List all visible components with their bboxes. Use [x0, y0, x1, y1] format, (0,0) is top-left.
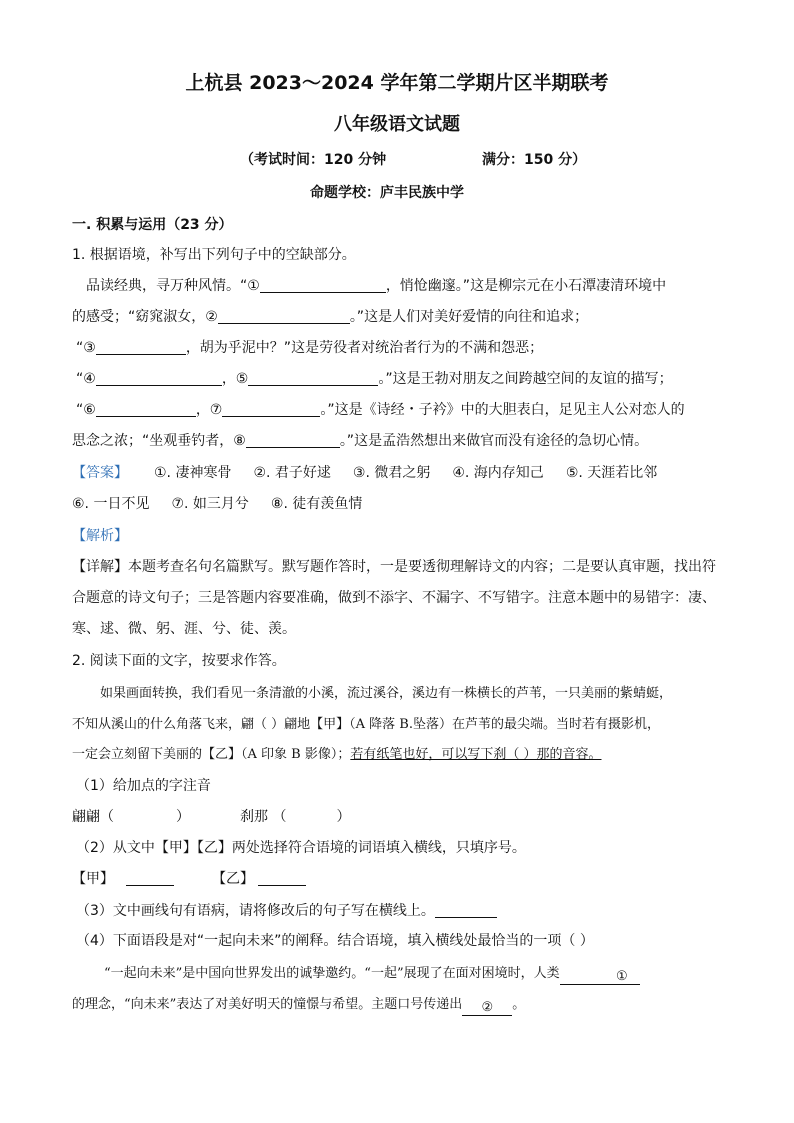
exam-time: （考试时间：120 分钟 — [240, 152, 387, 168]
text: 的感受；“窈窕淑女，② — [72, 309, 218, 325]
analysis-label: 【解析】 — [72, 528, 128, 544]
answer-item: ⑦. 如三月兮 — [171, 496, 249, 512]
text: 的理念，“向未来”表达了对美好明天的憧憬与希望。主题口号传递出 — [72, 997, 463, 1012]
sub-question-2: （2）从文中【甲】【乙】两处选择符合语境的词语填入横线，只填序号。 — [76, 840, 526, 856]
jia-yi-row — [72, 870, 306, 888]
detail-line-1: 【详解】本题考查名句名篇默写。默写题作答时，一是要透彻理解诗文的内容；二是要认真审题，找出符 — [72, 559, 716, 575]
passage-line-3 — [72, 746, 601, 764]
blank-7[interactable] — [222, 402, 320, 417]
text: 思念之浓；“坐观垂钓者，⑧ — [72, 433, 246, 449]
text: 。”这是《诗经・子衿》中的大胆表白，足见主人公对恋人的 — [320, 402, 685, 418]
text: ，⑦ — [195, 402, 223, 418]
text: 。”这是人们对美好爱情的向往和追求； — [349, 309, 589, 325]
text: 品读经典，寻万种风情。“① — [86, 278, 260, 294]
blank-4[interactable] — [96, 371, 222, 386]
text: ） — [176, 809, 190, 825]
answer-label: 【答案】 — [72, 465, 128, 481]
text: ① — [615, 969, 628, 984]
blank-circle-2[interactable] — [462, 999, 512, 1016]
sub-question-1: （1）给加点的字注音 — [76, 778, 211, 794]
blank-6[interactable] — [96, 402, 196, 417]
q1-line-6 — [72, 432, 648, 450]
q1-line-2 — [72, 308, 588, 326]
text: ，胡为乎泥中？”这是劳役者对统治者行为的不满和怨恶； — [185, 340, 544, 356]
text: 【乙】 — [212, 871, 254, 887]
text: 【甲】 — [72, 871, 114, 887]
text: 一定会立刻留下美丽的【乙】（A 印象 B 影像）； — [72, 747, 351, 762]
text: 刹那 （ — [240, 809, 287, 825]
blank-circle-1[interactable] — [560, 968, 640, 985]
text: “⑥ — [76, 402, 96, 418]
answer-item: ③. 微君之躬 — [352, 465, 431, 481]
jia-blank[interactable] — [126, 871, 174, 886]
q1-line-5 — [76, 401, 685, 419]
text: （3）文中画线句有语病，请将修改后的句子写在横线上。 — [76, 903, 435, 919]
pinyin-row — [72, 808, 350, 826]
answer-item: ④. 海内存知己 — [452, 465, 544, 481]
text: ② — [481, 1000, 494, 1015]
text: ，⑤ — [221, 371, 249, 387]
exam-subtitle: 八年级语文试题 — [334, 114, 460, 135]
underlined-sentence: 若有纸笔也好，可以写下刹（ ）那的音容。 — [350, 747, 602, 762]
text: “③ — [76, 340, 96, 356]
text: ，悄怆幽邃。”这是柳宗元在小石潭凄清环境中 — [385, 278, 667, 294]
text: “④ — [76, 371, 96, 387]
q1-line-3 — [76, 339, 543, 357]
answer-row-2 — [72, 495, 384, 513]
revision-blank[interactable] — [435, 903, 497, 918]
text: 翩翩（ — [72, 809, 114, 825]
q1-line-4 — [76, 370, 673, 388]
blank-1[interactable] — [260, 278, 386, 293]
yi-blank[interactable] — [258, 871, 306, 886]
answer-item: ②. 君子好逑 — [253, 465, 331, 481]
sub-question-4: （4）下面语段是对“一起向未来”的阐释。结合语境，填入横线处最恰当的一项（ ） — [76, 933, 594, 949]
question-2-prompt: 2. 阅读下面的文字，按要求作答。 — [72, 653, 286, 669]
answer-item: ⑥. 一日不见 — [72, 496, 150, 512]
blank-8[interactable] — [246, 433, 340, 448]
answer-item: ⑧. 徒有羡鱼情 — [270, 496, 363, 512]
answer-row-1 — [72, 464, 657, 482]
text: “一起向未来”是中国向世界发出的诚挚邀约。“一起”展现了在面对困境时，人类 — [104, 966, 560, 981]
blank-5[interactable] — [248, 371, 378, 386]
reading-line-1 — [104, 965, 640, 985]
blank-3[interactable] — [96, 340, 186, 355]
passage-line-2: 不知从溪山的什么角落飞来，翩（ ）翩地【甲】（A 降落 B.坠落）在芦苇的最尖端。当时若有摄影机， — [72, 717, 660, 732]
text: 。”这是王勃对朋友之间跨越空间的友谊的描写； — [378, 371, 673, 387]
answer-item: ①. 凄神寒骨 — [154, 465, 232, 481]
sub-question-3 — [76, 902, 497, 920]
detail-line-2: 合题意的诗文句子；三是答题内容要准确，做到不添字、不漏字、不写错字。注意本题中的易错字：凄、 — [72, 590, 716, 606]
exam-title: 上杭县 2023～2024 学年第二学期片区半期联考 — [185, 72, 609, 94]
reading-line-2 — [72, 996, 525, 1016]
text: ） — [336, 809, 351, 825]
school-name: 命题学校：庐丰民族中学 — [310, 185, 464, 201]
question-1-prompt: 1. 根据语境，补写出下列句子中的空缺部分。 — [72, 247, 356, 263]
answer-item: ⑤. 天涯若比邻 — [565, 465, 658, 481]
text: 。 — [512, 997, 526, 1012]
passage-line-1: 如果画面转换，我们看见一条清澈的小溪，流过溪谷，溪边有一株横长的芦苇，一只美丽的紫蜻蜓， — [100, 686, 673, 701]
q1-line-1 — [86, 277, 666, 295]
section-heading: 一. 积累与运用（23 分） — [72, 217, 233, 233]
detail-line-3: 寒、逑、微、躬、涯、兮、徒、羡。 — [72, 621, 296, 637]
blank-2[interactable] — [218, 309, 350, 324]
text: 。”这是孟浩然想出来做官而没有途径的急切心情。 — [339, 433, 649, 449]
full-score: 满分：150 分） — [482, 152, 587, 168]
